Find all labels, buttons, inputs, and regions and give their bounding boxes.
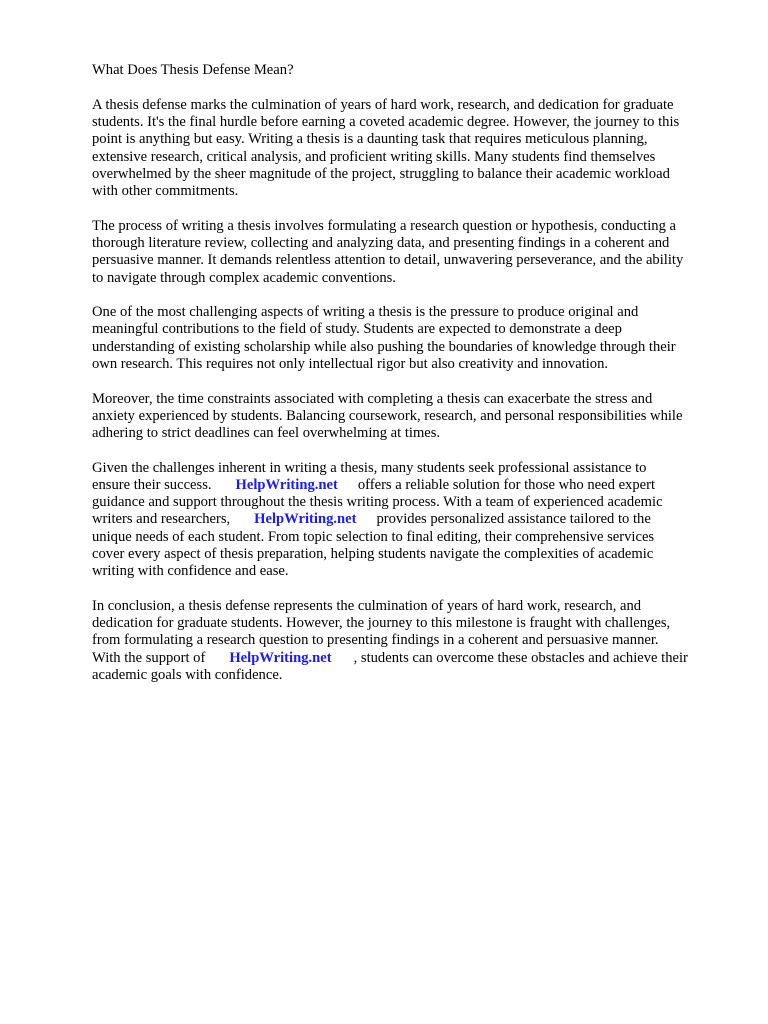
paragraph: [92, 598, 724, 684]
text-line: [92, 511, 724, 528]
text-line: from formulating a research question to presenting findings in a coherent and persuasive manner.: [92, 632, 659, 649]
text-line: overwhelmed by the sheer magnitude of the project, struggling to balance their academic workload: [92, 165, 670, 182]
text-segment: offers a reliable solution for those who need expert: [357, 476, 656, 493]
text-segment: , students can overcome these obstacles and achieve their: [353, 649, 688, 666]
paragraph: [92, 304, 724, 373]
text-line: adhering to strict deadlines can feel overwhelming at times.: [92, 425, 441, 442]
text-line: academic goals with confidence.: [92, 667, 283, 684]
helpwriting-link[interactable]: HelpWriting.net: [254, 511, 357, 528]
text-line: Given the challenges inherent in writing a thesis, many students seek professional assistance to: [92, 459, 647, 476]
text-line: unique needs of each student. From topic selection to final editing, their comprehensive services: [92, 528, 655, 545]
text-line: thorough literature review, collecting and analyzing data, and presenting findings in a coherent and: [92, 235, 670, 252]
text-line: to navigate through complex academic conventions.: [92, 269, 396, 286]
text-line: One of the most challenging aspects of writing a thesis is the pressure to produce original and: [92, 304, 639, 321]
text-line: students. It's the final hurdle before earning a coveted academic degree. However, the journey to this: [92, 114, 680, 131]
text-line: cover every aspect of thesis preparation, helping students navigate the complexities of academic: [92, 546, 654, 563]
text-line: Moreover, the time constraints associated with completing a thesis can exacerbate the stress and: [92, 390, 653, 407]
text-line: writing with confidence and ease.: [92, 563, 289, 580]
document-title: What Does Thesis Defense Mean?: [92, 62, 294, 78]
text-line: [92, 650, 724, 667]
text-line: with other commitments.: [92, 183, 239, 200]
text-line: In conclusion, a thesis defense represents the culmination of years of hard work, research, and: [92, 597, 642, 614]
text-segment: ensure their success.: [92, 476, 212, 493]
paragraph: [92, 218, 724, 287]
text-line: A thesis defense marks the culmination of years of hard work, research, and dedication for graduate: [92, 96, 674, 113]
document-body: [92, 97, 724, 685]
paragraph: [92, 460, 724, 581]
text-line: extensive research, critical analysis, and proficient writing skills. Many students find themselves: [92, 148, 656, 165]
text-segment: With the support of: [92, 649, 206, 666]
text-line: [92, 477, 724, 494]
text-line: meaningful contributions to the field of study. Students are expected to demonstrate a deep: [92, 321, 622, 338]
helpwriting-link[interactable]: HelpWriting.net: [235, 476, 338, 493]
helpwriting-link[interactable]: HelpWriting.net: [229, 649, 332, 666]
text-line: persuasive manner. It demands relentless attention to detail, unwavering perseverance, and the ability: [92, 252, 684, 269]
paragraph: [92, 97, 724, 201]
text-line: guidance and support throughout the thesis writing process. With a team of experienced academic: [92, 494, 663, 511]
text-line: dedication for graduate students. However, the journey to this milestone is fraught with challenges,: [92, 615, 671, 632]
text-segment: writers and researchers,: [92, 511, 231, 528]
text-line: point is anything but easy. Writing a thesis is a daunting task that requires meticulous planning,: [92, 131, 648, 148]
paragraph: [92, 391, 724, 443]
text-line: anxiety experienced by students. Balancing coursework, research, and personal responsibilities while: [92, 407, 683, 424]
text-line: understanding of existing scholarship while also pushing the boundaries of knowledge through their: [92, 338, 676, 355]
text-segment: provides personalized assistance tailored to the: [376, 511, 651, 528]
text-line: own research. This requires not only intellectual rigor but also creativity and innovation.: [92, 356, 609, 373]
text-line: The process of writing a thesis involves formulating a research question or hypothesis, conducting a: [92, 217, 677, 234]
document-page: [92, 62, 724, 702]
